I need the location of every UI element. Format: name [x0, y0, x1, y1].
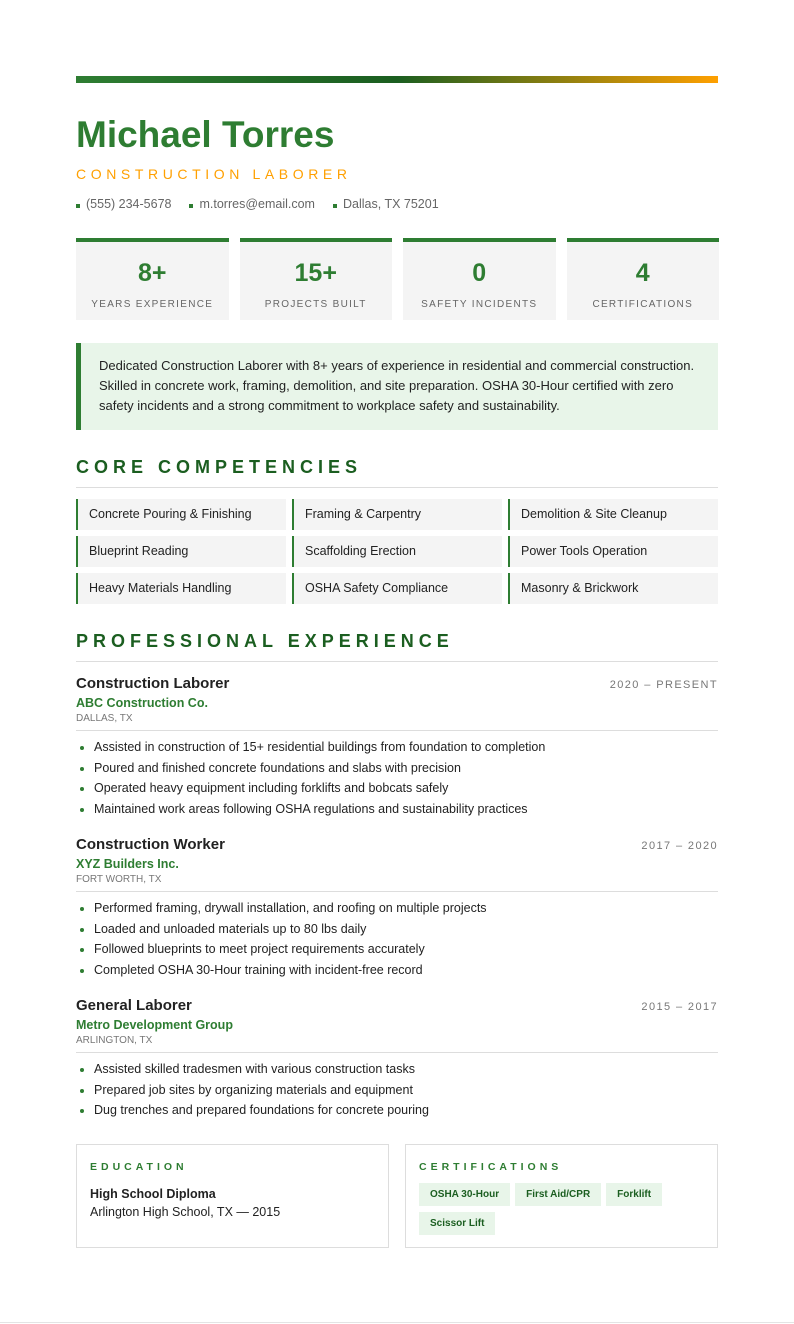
stat-card — [567, 238, 720, 320]
stat-value: 8+ — [137, 259, 167, 287]
job-role: General Laborer — [76, 997, 192, 1014]
bullet-icon — [333, 204, 337, 208]
competency-item: Blueprint Reading — [76, 536, 286, 567]
competency-item: Scaffolding Erection — [292, 536, 502, 567]
stat-label: PROJECTS BUILT — [264, 299, 367, 310]
certification-tag: First Aid/CPR — [515, 1183, 601, 1206]
job-role: Construction Laborer — [76, 675, 230, 692]
competency-item: OSHA Safety Compliance — [292, 573, 502, 604]
job-bullet: Completed OSHA 30-Hour training with incident-free record — [76, 960, 718, 981]
stat-value: 0 — [472, 259, 487, 287]
education-degree: High School Diploma — [90, 1187, 216, 1201]
job-entry — [76, 675, 718, 819]
competency-item: Demolition & Site Cleanup — [508, 499, 718, 530]
stat-label: CERTIFICATIONS — [592, 299, 694, 310]
job-bullets — [76, 1059, 718, 1121]
bullet-icon — [76, 204, 80, 208]
header-accent-bar — [76, 76, 718, 83]
job-bullets — [76, 737, 718, 819]
certification-tag: Forklift — [606, 1183, 662, 1206]
certification-tag: OSHA 30-Hour — [419, 1183, 510, 1206]
phone-text: (555) 234-5678 — [86, 197, 172, 211]
job-bullet: Prepared job sites by organizing materials and equipment — [76, 1080, 718, 1101]
job-company: Metro Development Group — [76, 1018, 233, 1032]
job-location: FORT WORTH, TX — [76, 874, 718, 892]
job-location: DALLAS, TX — [76, 713, 718, 731]
contact-location — [333, 197, 439, 211]
job-title: CONSTRUCTION LABORER — [76, 166, 352, 182]
job-company: ABC Construction Co. — [76, 696, 208, 710]
job-bullet: Poured and finished concrete foundations and slabs with precision — [76, 758, 718, 779]
education-school: Arlington High School, TX — 2015 — [90, 1205, 281, 1219]
job-company: XYZ Builders Inc. — [76, 857, 179, 871]
job-bullet: Assisted skilled tradesmen with various construction tasks — [76, 1059, 718, 1080]
contact-info — [76, 197, 439, 211]
job-bullet: Dug trenches and prepared foundations for concrete pouring — [76, 1100, 718, 1121]
job-bullet: Loaded and unloaded materials up to 80 lbs daily — [76, 919, 718, 940]
job-bullet: Assisted in construction of 15+ residential buildings from foundation to completion — [76, 737, 718, 758]
job-dates: 2017 – 2020 — [641, 840, 718, 852]
section-heading-competencies: CORE COMPETENCIES — [76, 457, 718, 488]
page-divider — [0, 1322, 794, 1323]
job-dates: 2020 – PRESENT — [609, 679, 718, 691]
job-location: ARLINGTON, TX — [76, 1035, 718, 1053]
job-dates: 2015 – 2017 — [641, 1001, 718, 1013]
competency-item: Heavy Materials Handling — [76, 573, 286, 604]
stat-value: 4 — [635, 259, 650, 287]
education-heading: EDUCATION — [90, 1161, 188, 1173]
job-role: Construction Worker — [76, 836, 225, 853]
competency-item: Framing & Carpentry — [292, 499, 502, 530]
job-entry — [76, 997, 718, 1121]
job-bullets — [76, 898, 718, 980]
stats-row — [76, 238, 719, 320]
email-text: m.torres@email.com — [199, 197, 315, 211]
job-bullet: Performed framing, drywall installation, and roofing on multiple projects — [76, 898, 718, 919]
job-bullet: Maintained work areas following OSHA regulations and sustainability practices — [76, 799, 718, 820]
stat-card — [76, 238, 229, 320]
location-text: Dallas, TX 75201 — [342, 197, 439, 211]
competency-item: Power Tools Operation — [508, 536, 718, 567]
bullet-icon — [189, 204, 193, 208]
certifications-box — [405, 1144, 718, 1248]
job-entry — [76, 836, 718, 980]
certification-tag: Scissor Lift — [419, 1212, 495, 1235]
stat-card — [240, 238, 393, 320]
contact-email — [189, 197, 315, 211]
section-heading-experience: PROFESSIONAL EXPERIENCE — [76, 631, 718, 662]
stat-label: SAFETY INCIDENTS — [421, 299, 538, 310]
summary: Dedicated Construction Laborer with 8+ years of experience in residential and commercial construction. Skilled in concrete work, framing, demolition, and site preparation. OSHA 30-Hour certified with zero safety incidents and a strong commitment to workplace safety and sustainability. — [76, 343, 718, 430]
job-bullet: Operated heavy equipment including forklifts and bobcats safely — [76, 778, 718, 799]
competency-item: Masonry & Brickwork — [508, 573, 718, 604]
certification-tags — [419, 1183, 704, 1235]
competencies-grid — [76, 499, 718, 604]
job-bullet: Followed blueprints to meet project requirements accurately — [76, 939, 718, 960]
candidate-name: Michael Torres — [76, 114, 335, 155]
stat-label: YEARS EXPERIENCE — [91, 299, 214, 310]
contact-phone — [76, 197, 171, 211]
stat-card — [403, 238, 556, 320]
education-box — [76, 1144, 389, 1248]
stat-value: 15+ — [294, 259, 337, 287]
competency-item: Concrete Pouring & Finishing — [76, 499, 286, 530]
certifications-heading: CERTIFICATIONS — [419, 1161, 563, 1173]
